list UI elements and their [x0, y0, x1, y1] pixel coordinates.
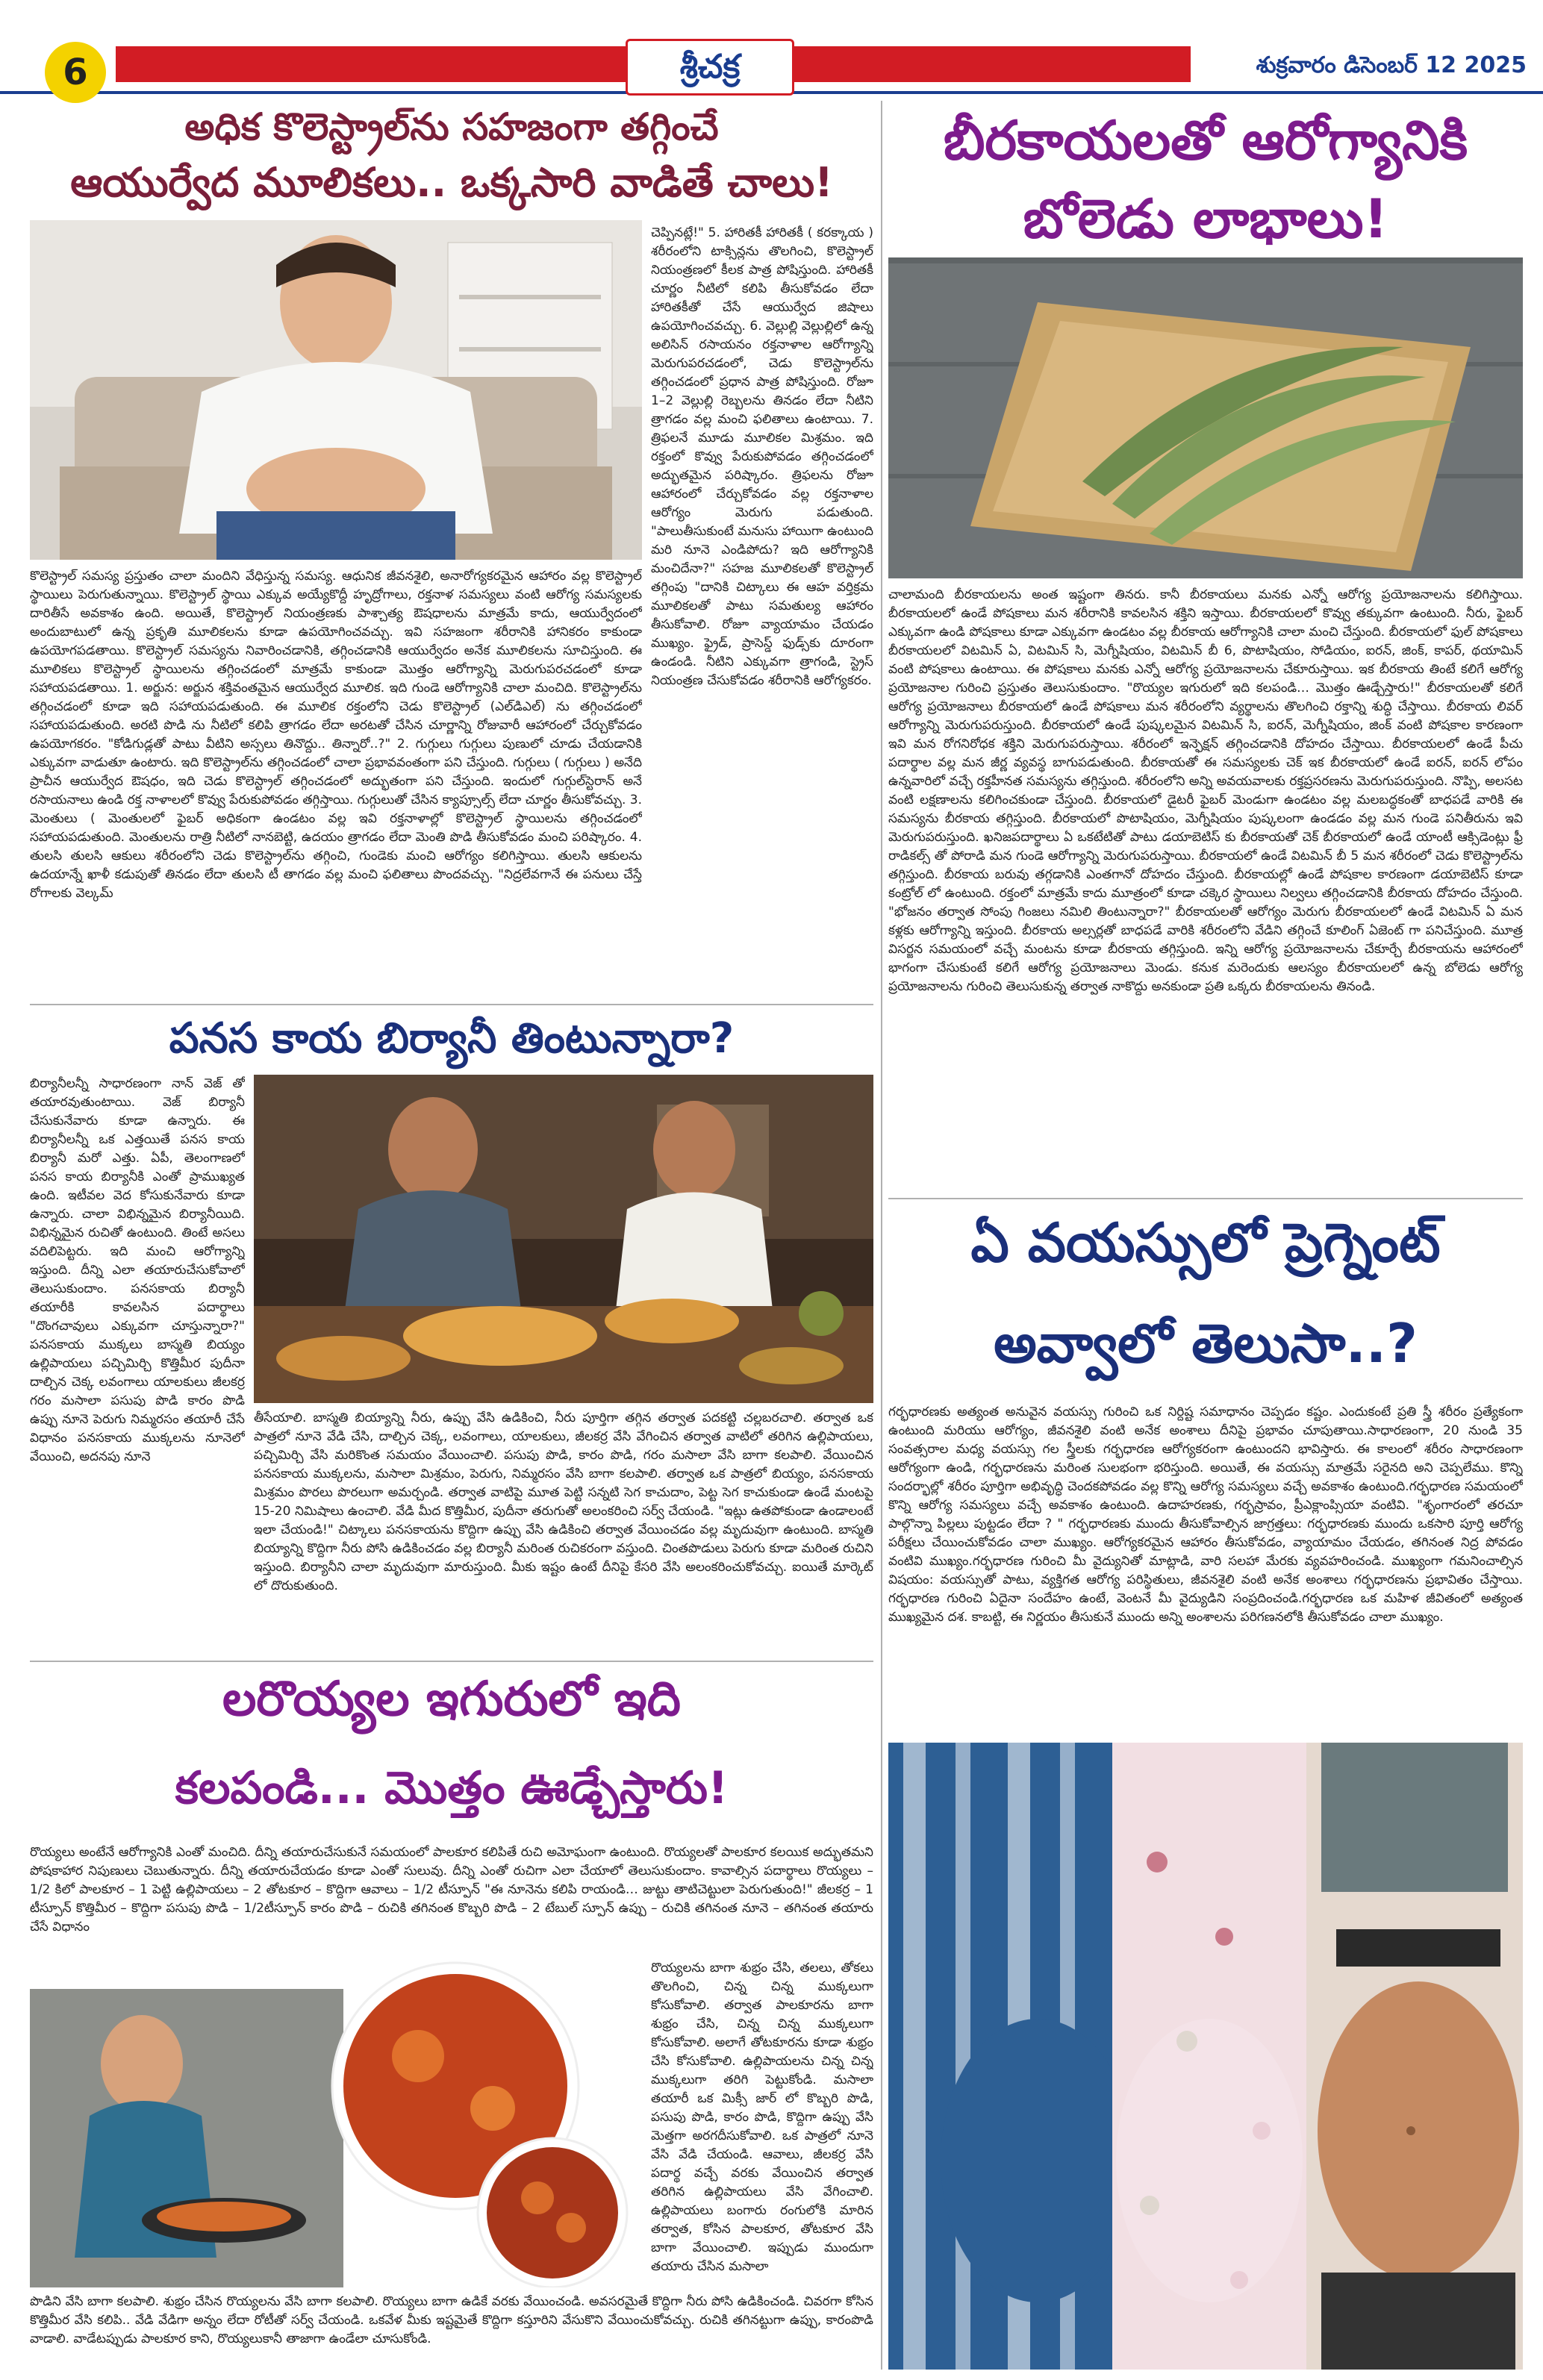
issue-date: శుక్రవారం డిసెంబర్ 12 2025	[1256, 52, 1527, 78]
column-divider-vertical	[881, 101, 882, 2370]
pregnancy-headline-line2: అవ్వాలో తెలుసా..?	[994, 1312, 1418, 1375]
section-divider-right	[888, 1198, 1523, 1199]
cholesterol-body-right: చెప్పినట్లే!" 5. హారితకీ హారితకీ ( కరక్కాయ ) శరీరంలోని టాక్సిన్లను తొలగించి, కొలెస్ట్రాల్ నియంత్రణలో కీలక పాత్ర పోషిస్తుంది. హారితకీ చూర్ణం నీటిలో కలిపి తీసుకోవడం లేదా హారితకీతో చేసే ఆయుర్వేద జిషాలు ఉపయోగించవచ్చు. 6. వెల్లుల్లి వెల్లుల్లిలో ఉన్న అలిసిన్ రసాయనం రక్తనాళాల ఆరోగ్యాన్ని మెరుగుపరచడంలో, చెడు కొలెస్ట్రాల్‌ను తగ్గించడంలో ప్రధాన పాత్ర పోషిస్తుంది. రోజూ 1–2 వెల్లుల్లి రెబ్బలను తినడం లేదా నీటిని త్రాగడం వల్ల మంచి ఫలితాలు ఉంటాయి. 7. త్రిఫలనే మూడు మూలికల మిశ్రమం. ఇది రక్తంలో కొవ్వు పేరుకుపోవడం తగ్గించడంలో అద్భుతమైన పరిష్కారం. త్రిఫలను రోజూ ఆహారంలో చేర్చుకోవడం వల్ల రక్తనాళాల ఆరోగ్యం మెరుగు పడుతుంది. "పాలుతీసుకుంటే మనుసు హాయిగా ఉంటుంది మరి నూనె ఎండిపోదు? ఇది ఆరోగ్యానికి మంచిదేనా?" సహజ మూలికలతో కొలెస్ట్రాల్ తగ్గింపు "దానికి చిట్కాలు ఈ ఆహ వర్తిక్రమ మూలికలతో పాటు సమతుల్య ఆహారం తీసుకోవాలి. రోజూ వ్యాయామం చేయడం ముఖ్యం. ఫ్రైడ్, ప్రాసెస్డ్ ఫుడ్స్‌కు దూరంగా ఉండండి. నీటిని ఎక్కువగా త్రాగండి, స్ట్రెస్ నియంత్రణ చేసుకోవడం శరీరానికి ఆరోగ్యకరం.	[651, 225, 873, 688]
jackfruit-body-left: బిర్యానీలన్నీ సాధారణంగా నాన్ వెజ్ తో తయారవుతుంటాయి. వెజ్ బిర్యానీ చేసుకునేవారు కూడా ఉన్నారు. ఈ బిర్యానీలన్నీ ఒక ఎత్తయితే పనస కాయ బిర్యానీ మరో ఎత్తు. ఏపీ, తెలంగాణలో పనస కాయ బిర్యానీకి ఎంతో ప్రాముఖ్యత ఉంది. ఇటీవల వెద కోసుకునేవారు కూడా ఉన్నారు. చాలా విభిన్నమైన బిర్యానీయిది. విభిన్నమైన రుచితో ఉంటుంది. తింటే అసలు వదిలిపెట్టరు. ఇది మంచి ఆరోగ్యాన్ని ఇస్తుంది. దీన్ని ఎలా తయారుచేసుకోవాలో తెలుసుకుందాం. పనసకాయ బిర్యానీ తయారీకి కావలసిన పదార్థాలు "దొంగచావులు ఎక్కువగా చూస్తున్నారా?" పనసకాయ ముక్కలు బాస్మతి బియ్యం ఉల్లిపాయలు పచ్చిమిర్చి కొత్తిమీర పుదీనా దాల్చిన చెక్క లవంగాలు యాలకులు జీలకర్ర గరం మసాలా పసుపు పొడి కారం పొడి ఉప్పు నూనె పెరుగు నిమ్మరసం తయారీ చేసే విధానం పనసకాయ ముక్కలను నూనెలో వేయించి, అదనపు నూనె	[30, 1076, 245, 1464]
ridge-gourds-in-basket-photo	[888, 257, 1523, 578]
man-holding-belly-photo	[30, 220, 642, 560]
jackfruit-headline: పనస కాయ బిర్యానీ తింటున్నారా?	[169, 1014, 735, 1063]
ridgegourd-headline-line2: బోలెడు లాభాలు!	[1023, 187, 1388, 250]
jackfruit-body-bottom: తీసేయాలి. బాస్మతి బియ్యాన్ని నీరు, ఉప్పు వేసి ఉడికించి, నీరు పూర్తిగా తగ్గిన తర్వాత పదకట్టి చల్లబరచాలి. తర్వాత ఒక పాత్రలో నూనె వేడి చేసి, దాల్చిన చెక్క, లవంగాలు, యాలకులు, జీలకర్ర వేసి వేగించిన తర్వాత వాటిలో తరిగిన ఉల్లిపాయలు, పచ్చిమిర్చి వేసి మరికొంత సమయం వేయించాలి. పసుపు పొడి, కారం పొడి, గరం మసాలా వేసి బాగా కలపాలి. వేయించిన పనసకాయ ముక్కలను, మసాలా మిశ్రమం, పెరుగు, నిమ్మరసం వేసి బాగా కలపాలి. తర్వాత ఒక పాత్రలో బియ్యం, పనసకాయ మిశ్రమం పొరలు పొరలుగా అమర్చండి. తర్వాత వాటిపై మూత పెట్టి సన్నటి సెగ కాచుదాం, పెట్ట సెగ కాచుకుండా ఉండే మంటపై 15-20 నిమిషాలు ఉంచాలి. వేడి మీద కొత్తిమీర, పుదీనా తరుగుతో అలంకరించి సర్వ్ చేయండి. "ఇట్లు ఉతపోకుండా ఉండాలంటే ఇలా చేయండి!" చిట్కాలు పనసకాయను కొద్దిగా ఉప్పు వేసి ఉడికించి తర్వాత వేయించడం వల్ల మృదువుగా ఉంటుంది. బాస్మతి బియ్యాన్ని కొద్దిగా నీరు పోసి ఉడికించడం వల్ల బిర్యానీ మరింత రుచికరంగా వస్తుంది. చింతపొడులు పెరుగు కూడా మరింత రుచిని ఇస్తుంది. బిర్యానీని చాలా మృదువుగా మారుస్తుంది. మీకు ఇష్టం ఉంటే దీనిపై కేసరి వేసి అలంకరించుకోవచ్చు. ఐయితే మార్కెట్ లో దొరుకుతుంది.	[254, 1411, 873, 1593]
prawns-headline-line1: లరొయ్యల ఇగురులో ఇది	[222, 1672, 681, 1727]
page-number-badge: 6	[45, 42, 106, 103]
pregnancy-body: గర్భధారణకు అత్యంత అనువైన వయస్సు గురించి ఒక నిర్దిష్ట సమాధానం చెప్పడం కష్టం. ఎందుకంటే ప్రతి స్త్రీ శరీరం ప్రత్యేకంగా ఉంటుంది మరియు ఆరోగ్యం, జీవనశైలి వంటి అనేక అంశాలు దీనిపై ప్రభావం చూపుతాయి.సాధారణంగా, 20 నుండి 35 సంవత్సరాల మధ్య వయస్సు గల స్త్రీలకు గర్భధారణ ఆరోగ్యకరంగా ఉంటుందని భావిస్తారు. ఈ కాలంలో శరీరం సాధారణంగా ఆరోగ్యంగా ఉండి, గర్భధారణను మరింత సులభంగా భరిస్తుంది. అయితే, ఈ వయస్సు మాత్రమే సరైనది అని చెప్పలేము. కొన్ని సందర్భాల్లో శరీరం పూర్తిగా అభివృద్ధి చెందకపోవడం వల్ల కొన్ని ఆరోగ్య సమస్యలు వచ్చే అవకాశం ఉంటుంది.గర్భధారణ సమయంలో కొన్ని ఆరోగ్య సమస్యలు వచ్చే అవకాశం ఉంటుంది. ఉదాహరణకు, గర్భస్రావం, ప్రీఎక్లాంప్సియా వంటివి. "శృంగారంలో తరచూ పాల్గొన్నా పిల్లలు పుట్టడం లేదా ? " గర్భధారణకు ముందు తీసుకోవాల్సిన జాగ్రత్తలు: గర్భధారణకు ముందు ఒకసారి పూర్తి ఆరోగ్య పరీక్షలు చేయించుకోవడం చాలా ముఖ్యం. ఆరోగ్యకరమైన ఆహారం తీసుకోవడం, వ్యాయామం చేయడం, తగినంత నిద్ర పోవడం వంటివి ముఖ్యం.గర్భధారణ గురించి మీ వైద్యునితో మాట్లాడి, వారి సలహా మేరకు వ్యవహరించండి. ముఖ్యంగా గమనించాల్సిన విషయం: వయస్సుతో పాటు, వ్యక్తిగత ఆరోగ్య పరిస్థితులు, జీవనశైలి వంటి అనేక అంశాలు గర్భధారణను ప్రభావితం చేస్తాయి. గర్భధారణ గురించి ఏదైనా సందేహం ఉంటే, వెంటనే మీ వైద్యుడిని సంప్రదించండి.గర్భధారణ ఒక మహిళ జీవితంలో అత్యంత ముఖ్యమైన దశ. కాబట్టి, ఈ నిర్ణయం తీసుకునే ముందు అన్ని అంశాలను పరిగణనలోకి తీసుకోవడం చాలా ముఖ్యం.	[888, 1405, 1523, 1625]
ridgegourd-headline-line1: బీరకాయలతో ఆరోగ్యానికి	[943, 109, 1468, 172]
chef-cooking-prawn-curry-photo	[30, 1959, 642, 2287]
prawns-headline-line2: కలపండి... మొత్తం ఊడ్చేస్తారు!	[175, 1762, 729, 1814]
section-divider-left-2	[30, 1661, 873, 1662]
pregnant-women-photo	[888, 1743, 1523, 2370]
cholesterol-headline-line2: ఆయుర్వేద మూలికలు.. ఒక్కసారి వాడితే చాలు!	[70, 159, 833, 206]
prawns-body-bottom: పొడిని వేసి బాగా కలపాలి. శుభ్రం చేసిన రొయ్యలను వేసి బాగా కలపాలి. రొయ్యలు బాగా ఉడికే వరకు వేయించండి. అవసరమైతే కొద్దిగా నీరు పోసి ఉడికించండి. చివరగా కోసిన కొత్తిమీర వేసి కలిపి.. వేడి వేడిగా అన్నం లేదా రోటీతో సర్వ్ చేయండి. ఒకవేళ మీకు ఇష్టమైతే కొద్దిగా కస్తూరిని వేసుకొని వేయించుకోవచ్చు. రుచికి తగినట్టుగా ఉప్పు, కారంపొడి వాడాలి. వాడేటప్పుడు పాలకూర కాని, రొయ్యలుకానీ తాజాగా ఉండేలా చూసుకోండి.	[30, 2294, 873, 2346]
prawns-body-right: రొయ్యలను బాగా శుభ్రం చేసి, తలలు, తోకలు తొలగించి, చిన్న చిన్న ముక్కలుగా కోసుకోవాలి. తర్వాత పాలకూరను బాగా శుభ్రం చేసి, చిన్న చిన్న ముక్కలుగా కోసుకోవాలి. అలాగే తోటకూరను కూడా శుభ్రం చేసి కోసుకోవాలి. ఉల్లిపాయలను చిన్న చిన్న ముక్కలుగా తరిగి పెట్టుకోండి. మసాలా తయారీ ఒక మిక్సీ జార్ లో కొబ్బరి పొడి, పసుపు పొడి, కారం పొడి, కొద్దిగా ఉప్పు వేసి మెత్తగా అరగదీసుకోవాలి. ఒక పాత్రలో నూనె వేసి వేడి చేయండి. ఆవాలు, జీలకర్ర వేసి పదార్థ వచ్చే వరకు వేయించిన తర్వాత తరిగిన ఉల్లిపాయలు వేసి వేగించాలి. ఉల్లిపాయలు బంగారు రంగులోకి మారిన తర్వాత, కోసిన పాలకూర, తోటకూర వేసి బాగా వేయించాలి. ఇప్పుడు ముందుగా తయారు చేసిన మసాలా	[651, 1961, 873, 2274]
cholesterol-headline-line1: అధిక కొలెస్ట్రాల్‌ను సహజంగా తగ్గించే	[184, 105, 719, 149]
men-eating-biryani-photo	[254, 1075, 873, 1403]
prawns-body-top: రొయ్యలు అంటేనే ఆరోగ్యానికి ఎంతో మంచిది. దీన్ని తయారుచేసుకునే సమయంలో పాలకూర కలిపితే రుచి అమోఘంగా ఉంటుంది. రొయ్యలతో పాలకూర కలయిక అద్భుతమని పోషకాహార నిపుణులు చెబుతున్నారు. దీన్ని తయారుచేయడం కూడా ఎంతో సులువు. దీన్ని ఎంతో రుచిగా ఎలా చేయాలో తెలుసుకుందాం. కావాల్సిన పదార్థాలు రొయ్యలు – 1/2 కిలో పాలకూర – 1 పెట్టి ఉల్లిపాయలు – 2 తోటకూర – కొద్దిగా ఆవాలు – 1/2 టీస్పూన్ "ఈ నూనెను కలిపి రాయండి… జుట్టు తాటిచెట్టులా పెరుగుతుంది!" జీలకర్ర – 1 టీస్పూన్ కొత్తిమీర – కొద్దిగా పసుపు పొడి – 1/2టీస్పూన్ కారం పొడి – రుచికి తగినంత కొబ్బరి పొడి – 2 టేబుల్ స్పూన్ ఉప్పు – రుచికి తగినంత నూనె – తగినంత తయారు చేసే విధానం	[30, 1845, 873, 1934]
newspaper-logo: శ్రీచక్ర	[626, 39, 794, 96]
pregnancy-headline-line1: ఏ వయస్సులో ప్రెగ్నెంట్	[970, 1211, 1441, 1274]
cholesterol-body-bottom: కొలెస్ట్రాల్ సమస్య ప్రస్తుతం చాలా మందిని వేధిస్తున్న సమస్య. ఆధునిక జీవనశైలి, అనారోగ్యకరమైన ఆహారం వల్ల కొలెస్ట్రాల్ స్థాయిలు పెరుగుతున్నాయి. కొలెస్ట్రాల్ స్థాయి ఎక్కువ అయ్యేకొద్దీ హృద్రోగాలు, రక్తనాళ సమస్యలు వంటి ఆరోగ్య సమస్యలకు దారితీసే అవకాశం ఉంది. అయితే, కొలెస్ట్రాల్ నియంత్రణకు పాశ్చాత్య ఔషధాలను మాత్రమే కాదు, ఆయుర్వేదంలో అందుబాటులో ఉన్న ప్రకృతి మూలికలను కూడా ఉపయోగించవచ్చు. ఇవి సహజంగా శరీరానికి హానికరం కాకుండా ఉపయోగపడతాయి. కొలెస్ట్రాల్ సమస్యను నివారించడానికి, తగ్గించడానికి ఆయుర్వేదం అనేక మూలికలను సూచిస్తుంది. ఈ మూలికలు కొలెస్ట్రాల్ స్థాయిలను తగ్గించడంలో మాత్రమే కాకుండా మొత్తం ఆరోగ్యాన్ని మెరుగుపరచడంలో కూడా సహాయపడతాయి. 1. అర్జున: అర్జున శక్తివంతమైన ఆయుర్వేద మూలిక. ఇది గుండె ఆరోగ్యానికి చాలా మంచిది. కొలెస్ట్రాల్‌ను తగ్గించడంలో కూడా ఇది సహాయపడుతుంది. ఈ మూలిక రక్తంలోని చెడు కొలెస్ట్రాల్ (ఎల్‌డిఎల్) ను తగ్గించడంలో సహాయపడుతుంది. అరటి పొడి ను నీటిలో కలిపి త్రాగడం లేదా అరటతో చేసిన చూర్ణాన్ని రోజువారీ ఆహారంలో చేర్చుకోవడం ఉపయోగకరం. "కోడిగుడ్లతో పాటు వీటిని అస్సలు తినొద్దు.. తిన్నారో..?" 2. గుగ్గులు గుగ్గులు పుణులో చూడు చేయడానికి ఎక్కువగా వాడుతూ ఉంటారు. ఇది కొలెస్ట్రాల్‌ను తగ్గించడంలో చాలా ప్రభావవంతంగా పని చేస్తుంది. గుగ్గులు ( గుగ్గులు ) అనేది ప్రాచీన ఆయుర్వేద ఔషధం, ఇది చెడు కొలెస్ట్రాల్ తగ్గించడంలో అద్భుతంగా పని చేస్తుంది. ఇందులో గుగ్గుల్‌స్టెరాన్ అనే రసాయనాలు ఉండి రక్త నాళాలలో కొవ్వు పేరుకుపోవడం తగ్గిస్తాయి. గుగ్గులుతో చేసిన క్యాప్సూల్స్ లేదా చూర్ణం తీసుకోవచ్చు. 3. మెంతులు ( మెంతులలో ఫైబర్ అధికంగా ఉండటం వల్ల ఇవి రక్తనాళాల్లో కొలెస్ట్రాల్ స్థాయిలను తగ్గించడంలో సహాయపడుతుంది. మెంతులను రాత్రి నీటిలో నానబెట్టి, ఉదయం త్రాగడం లేదా మెంతి పొడి తీసుకోవడం మంచి పరిష్కారం. 4. తులసి తులసి ఆకులు శరీరంలోని చెడు కొలెస్ట్రాల్‌ను తగ్గించి, గుండెకు మంచి ఆరోగ్యం కలిగిస్తాయి. తులసి ఆకులను ఉదయాన్నే ఖాళీ కడుపుతో తినడం లేదా తులసి టీ తాగడం వల్ల మంచి ఫలితాలు పొందవచ్చు. "నిద్రలేవగానే ఈ పనులు చేస్తే రోగాలకు వెల్కమ్	[30, 569, 642, 901]
ridgegourd-body: చాలామంది బీరకాయలను అంత ఇష్టంగా తినరు. కానీ బీరకాయలు మనకు ఎన్నో ఆరోగ్య ప్రయోజనాలను కలిగిస్తాయి. బీరకాయలలో ఉండే పోషకాలు మన శరీరానికి కావలసిన శక్తిని ఇస్తాయి. బీరకాయలలో కొవ్వు తక్కువగా ఉంటుంది. నీరు, ఫైబర్ ఎక్కువగా ఉండి పోషకాలు కూడా ఎక్కువగా ఉండటం వల్ల బీరకాయ ఆరోగ్యానికి చాలా మంచి చేస్తుంది. బీరకాయలో ఫుల్ పోషకాలు బీరకాయలలో విటమిన్ ఏ, విటమిన్ సి, మెగ్నీషియం, విటమిన్ బీ 6, పొటాషియం, సోడియం, ఐరన్, జింక్, కాపర్, థయామిన్ వంటి పోషకాలు ఉంటాయి. ఈ పోషకాలు మనకు ఎన్నో ఆరోగ్య ప్రయోజనాలను చేకూరుస్తాయి. ఇక బీరకాయ తింటే కలిగే ఆరోగ్య ప్రయోజనాల గురించి ప్రస్తుతం తెలుసుకుందాం. "రొయ్యల ఇగురులో ఇది కలపండి… మొత్తం ఊడ్చేస్తారు!" బీరకాయలతో కలిగే ఆరోగ్య ప్రయోజనాలు బీరకాయలో ఉండే పోషకాలు మన శరీరంలోని వ్యర్థాలను తొలగించి రక్తాన్ని శుద్ధి చేస్తాయి. బీరకాయ లివర్ ఆరోగ్యాన్ని మెరుగుపరుస్తుంది. బీరకాయలో ఉండే పుష్కలమైన విటమిన్ సి, ఐరన్, మెగ్నీషియం, జింక్ వంటి పోషకాల కారణంగా ఇవి మన రోగనిరోధక శక్తిని మెరుగుపరుస్తాయి. శరీరంలో ఇన్ఫెక్షన్ తగ్గించడానికి దోహదం చేస్తాయి. బీరకాయలలో ఉండే పీచు పదార్థాల వల్ల మన జీర్ణ వ్యవస్థ బాగుపడుతుంది. బీరకాయతో ఈ సమస్యలకు చెక్ ఇక బీరకాయలో ఉండే ఐరన్, ఐరన్ లోపం ఉన్నవారిలో వచ్చే రక్తహీనత సమస్యను తగ్గిస్తుంది. శరీరంలోని అన్ని అవయవాలకు రక్తప్రసరణను మెరుగుపరుస్తుంది. నొప్పి, అలసట వంటి లక్షణాలను కలిగించకుండా చేస్తుంది. బీరకాయలో డైటరీ ఫైబర్ మెండుగా ఉండటం వల్ల మలబద్ధకంతో బాధపడే వారికి ఈ సమస్యను బీరకాయ తగ్గిస్తుంది. బీరకాయలో పొటాషియం, మెగ్నీషియం పుష్కలంగా ఉండడం వల్ల మన గుండె పనితీరును ఇవి మెరుగుపరుస్తుంది. ఖనిజపదార్థాలు ఏ ఒకటేటితో పాటు డయాబెటిస్ కు బీరకాయతో చెక్ బీరకాయలో ఉండే యాంటీ ఆక్సిడెంట్లు ఫ్రీ రాడికల్స్ తో పోరాడి మన గుండె ఆరోగ్యాన్ని మెరుగుపరుస్తాయి. బీరకాయలో ఉండే విటమిన్ బీ 5 మన శరీరంలో చెడు కొలెస్ట్రాల్‌ను తగ్గిస్తుంది. బీరకాయ బరువు తగ్గడానికి ఎంతగానో దోహదం చేస్తుంది. బీరకాయల్లో ఉండే పోషకాల కారణంగా డయాబెటిస్ కూడా కంట్రోల్ లో ఉంటుంది. రక్తంలో మాత్రమే కాదు మూత్రంలో కూడా చక్కెర స్థాయిలు నిల్వలు తగ్గించడానికి బీరకాయ దోహదం చేస్తుంది. "భోజనం తర్వాత సోంపు గింజలు నమిలి తింటున్నారా?" బీరకాయలతో ఆరోగ్యం మెరుగు బీరకాయలలో ఉండే విటమిన్ ఏ మన కళ్లకు ఆరోగ్యాన్ని ఇస్తుంది. బీరకాయ అల్సర్లతో బాధపడే వారికి శరీరంలోని వేడిని తగ్గించే కూలింగ్ ఏజెంట్ గా పనిచేస్తుంది. మూత్ర విసర్జన సమయంలో వచ్చే మంటను కూడా బీరకాయ తగ్గిస్తుంది. ఇన్ని ఆరోగ్య ప్రయోజనాలను చేకూర్చే బీరకాయను ఆహారంలో భాగంగా చేసుకుంటే కలిగే ఆరోగ్య ప్రయోజనాలు మెండు. కనుక మరెందుకు ఆలస్యం బీరకాయలలో ఉన్న బోలెడు ఆరోగ్య ప్రయోజనాలను గురించి తెలుసుకున్న తర్వాత నాకొద్దు అనకుండా ప్రతి ఒక్కరు బీరకాయలను తినండి.	[888, 587, 1523, 994]
